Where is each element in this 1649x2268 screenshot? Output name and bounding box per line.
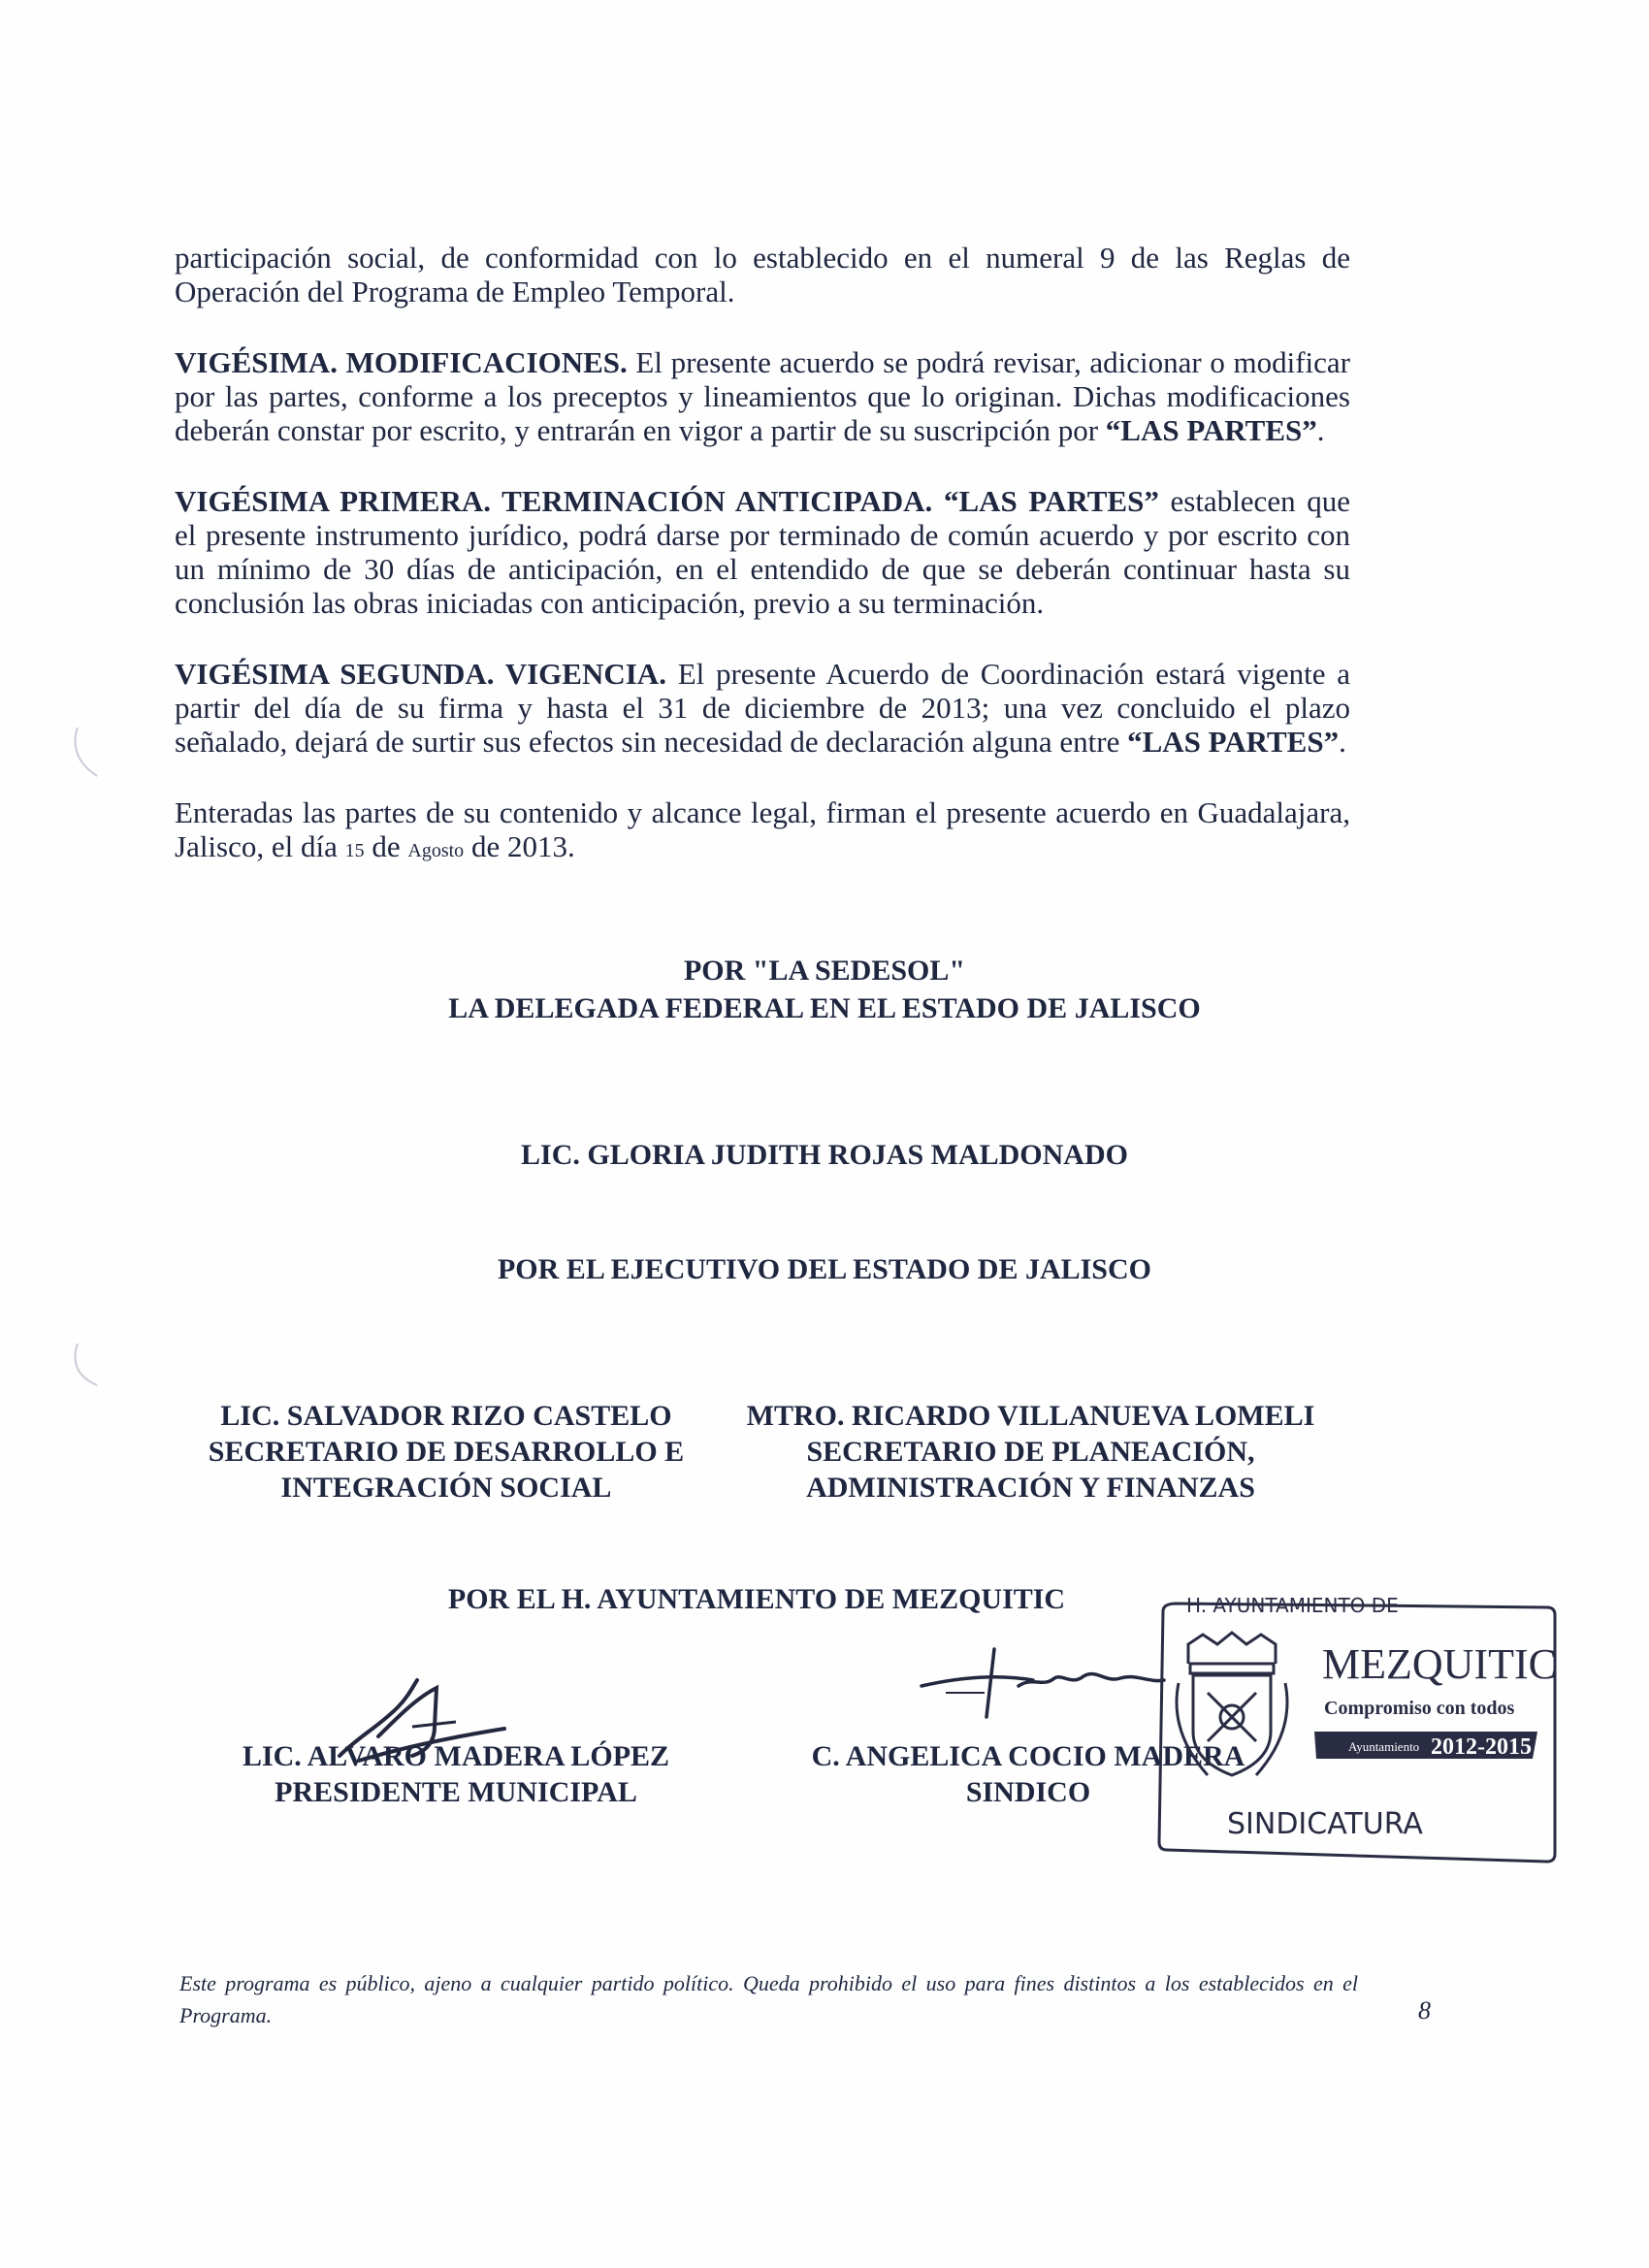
clause-heading: VIGÉSIMA SEGUNDA. VIGENCIA. xyxy=(175,657,666,691)
signing-month: Agosto xyxy=(407,840,465,861)
page-number: 8 xyxy=(1418,1996,1431,2025)
clause-heading: VIGÉSIMA. MODIFICACIONES. xyxy=(175,345,628,379)
municipal-stamp xyxy=(1149,1586,1562,1867)
sedesol-signatory-name: LIC. GLORIA JUDITH ROJAS MALDONADO xyxy=(521,1139,1128,1171)
scan-mark xyxy=(58,718,107,786)
paragraph-continuation xyxy=(175,241,1350,308)
signatory-left xyxy=(175,1398,718,1506)
clause-text: El presente Acuerdo de Coordinación estará vigente a partir del día de su firma y hasta el 31 de diciembre de 2013; una vez concluido el plazo señalado, dejará de surtir sus efectos sin necesidad de declaración alguna entre xyxy=(175,657,1350,759)
sedesol-subheading: LA DELEGADA FEDERAL EN EL ESTADO DE JALISCO xyxy=(448,992,1201,1024)
clause-vigesima xyxy=(175,345,1350,447)
signatory-name: LIC. ALVARO MADERA LÓPEZ xyxy=(242,1740,670,1772)
coat-of-arms-icon xyxy=(1177,1633,1287,1775)
signatory-title: SECRETARIO DE PLANEACIÓN, xyxy=(806,1436,1255,1468)
sedesol-heading: POR "LA SEDESOL" xyxy=(683,955,966,987)
closing-paragraph xyxy=(175,795,1350,868)
signatory-name: MTRO. RICARDO VILLANUEVA LOMELI xyxy=(746,1400,1315,1432)
stamp-city: MEZQUITIC xyxy=(1322,1640,1557,1688)
clause-text-end: . xyxy=(1339,725,1346,759)
closing-text: Enteradas las partes de su contenido y alcance legal, firman el presente acuerdo en Guadalajara, Jalisco, el día xyxy=(175,795,1350,863)
signatory-right xyxy=(723,1398,1339,1506)
signatory-title: SECRETARIO DE DESARROLLO E xyxy=(208,1436,685,1468)
scan-mark xyxy=(58,1339,107,1397)
sindico-signature xyxy=(917,1639,1169,1727)
parties-term: “LAS PARTES” xyxy=(1127,725,1340,759)
parties-term: “LAS PARTES” xyxy=(932,484,1159,518)
stamp-slogan: Compromiso con todos xyxy=(1324,1698,1515,1719)
paragraph-text: participación social, de conformidad con lo establecido en el numeral 9 de las Reglas de Operación del Programa de Empleo Temporal. xyxy=(175,241,1350,308)
signing-day: 15 xyxy=(344,840,365,861)
clause-heading: VIGÉSIMA PRIMERA. TERMINACIÓN ANTICIPADA. xyxy=(175,484,933,518)
signatory-name: LIC. SALVADOR RIZO CASTELO xyxy=(220,1400,672,1432)
clause-vigesima-primera xyxy=(175,484,1350,620)
presidente-signature xyxy=(320,1669,514,1785)
stamp-bottom-text: SINDICATURA xyxy=(1227,1807,1423,1841)
signatory-title: INTEGRACIÓN SOCIAL xyxy=(280,1472,612,1504)
clause-text: El presente acuerdo se podrá revisar, adicionar o modificar por las partes, conforme a los preceptos y lineamientos que lo originan. Dichas modificaciones deberán constar por escrito, y entrarán en vigor a partir de su suscripción por xyxy=(175,345,1350,447)
estado-heading: POR EL EJECUTIVO DEL ESTADO DE JALISCO xyxy=(497,1253,1151,1285)
stamp-period-label: Ayuntamiento xyxy=(1348,1739,1420,1754)
stamp-period: 2012-2015 xyxy=(1431,1734,1532,1760)
clause-vigesima-segunda xyxy=(175,657,1350,759)
clause-text-end: . xyxy=(1316,413,1325,447)
closing-text-year: de 2013. xyxy=(464,829,575,863)
clause-text: establecen que el presente instrumento jurídico, podrá darse por terminado de común acuerdo y por escrito con un mínimo de 30 días de anticipación, en el entendido de que se deberán continuar hasta su conclusión las obras iniciadas con anticipación, previo a su terminación. xyxy=(175,484,1350,620)
ayuntamiento-heading: POR EL H. AYUNTAMIENTO DE MEZQUITIC xyxy=(447,1583,1066,1615)
signatory-title: ADMINISTRACIÓN Y FINANZAS xyxy=(806,1472,1255,1504)
signatory-name: C. ANGELICA COCIO MADERA xyxy=(811,1740,1245,1772)
body-text xyxy=(175,241,1350,905)
signatory-title: SINDICO xyxy=(965,1776,1091,1808)
signatory-title: PRESIDENTE MUNICIPAL xyxy=(275,1776,637,1808)
closing-text-of: de xyxy=(364,829,408,863)
stamp-top-text: H. AYUNTAMIENTO DE xyxy=(1186,1594,1399,1617)
footer-disclaimer: Este programa es público, ajeno a cualquier partido político. Queda prohibido el uso para fines distintos a los establecidos en el Programa. xyxy=(179,1971,1358,2027)
parties-term: “LAS PARTES” xyxy=(1105,413,1317,447)
